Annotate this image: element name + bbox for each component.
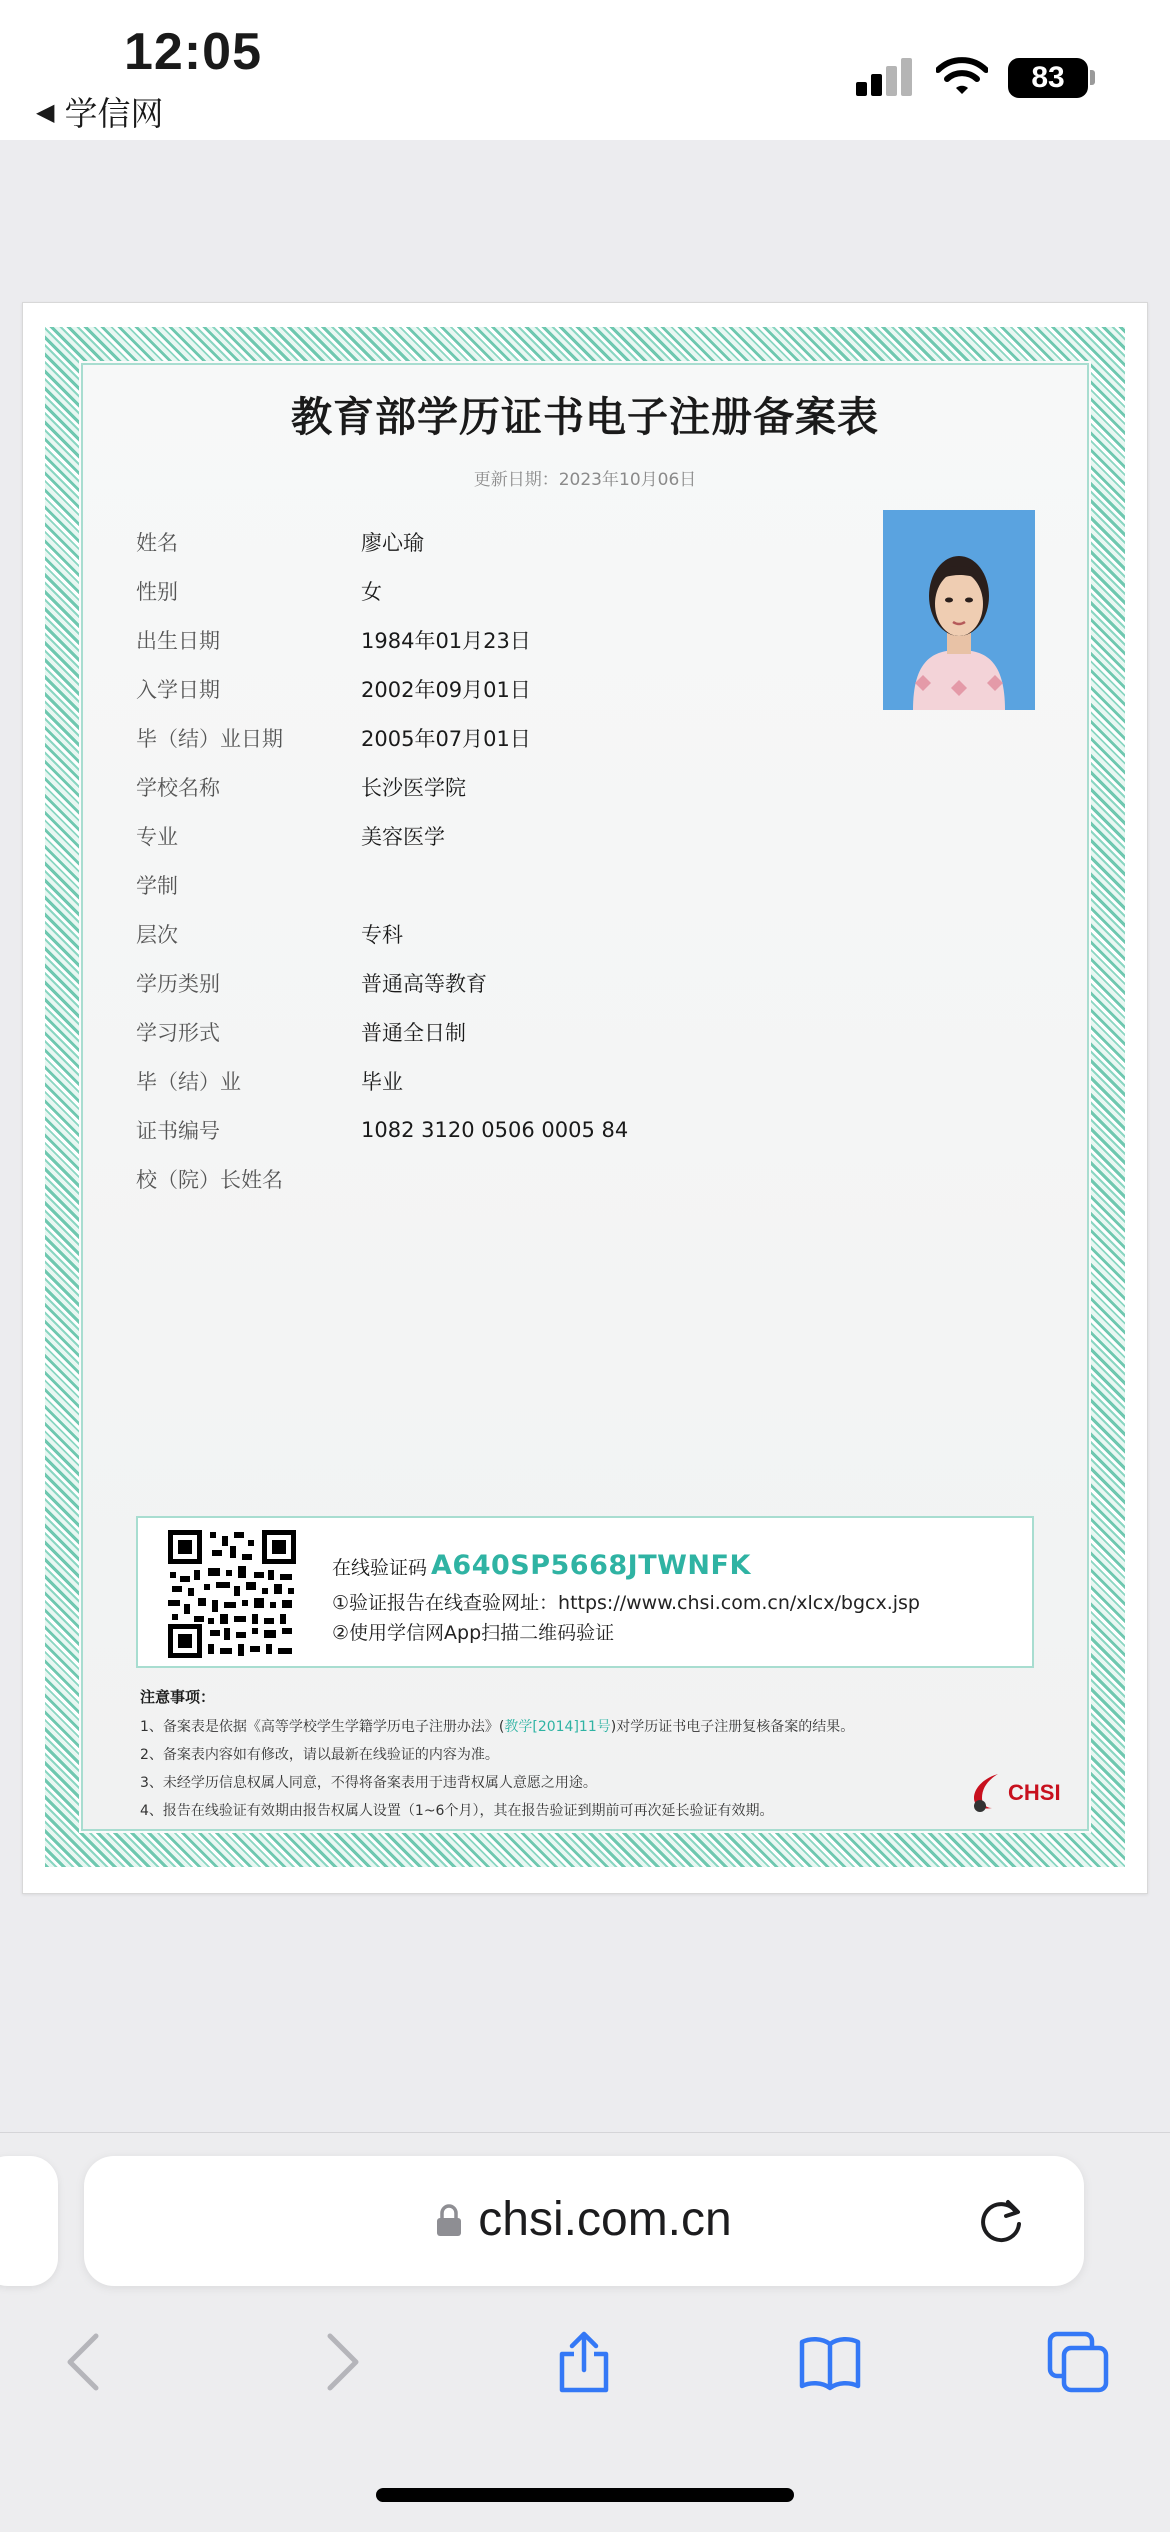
notes-title: 注意事项： [140,1688,216,1706]
address-bar[interactable] [84,2156,1084,2286]
share-icon[interactable] [552,2330,616,2394]
back-triangle-icon: ◀ [36,97,55,126]
field-row-graduation-status [136,1064,403,1098]
chsi-logo [968,1772,1061,1814]
status-time: 12:05 [124,23,262,81]
cellular-signal-icon [856,58,914,96]
field-row-school [136,770,466,804]
field-value: 女 [361,580,382,604]
field-value: 1984年01月23日 [361,629,531,653]
field-row-graduation-date [136,721,531,755]
field-label: 校（院）长姓名 [136,1168,283,1192]
url-text: chsi.com.cn [478,2193,732,2246]
field-label: 出生日期 [136,629,220,653]
field-row-education-type [136,966,487,1000]
field-row-study-form [136,1015,466,1049]
field-row-duration [136,868,361,902]
portrait-image [883,510,1035,710]
chsi-bird-icon [968,1772,1004,1814]
back-to-app-button[interactable] [36,88,163,135]
back-arrow-icon[interactable] [56,2330,120,2394]
field-value: 2005年07月01日 [361,727,531,751]
field-value: 普通高等教育 [361,972,487,996]
field-row-level [136,917,403,951]
note-1-post: )对学历证书电子注册复核备案的结果。 [610,1719,855,1735]
field-label: 学制 [136,874,178,898]
field-label: 学历类别 [136,972,220,996]
regulation-link[interactable]: 教学[2014]11号 [504,1719,611,1735]
field-label: 层次 [136,923,178,947]
field-label: 学校名称 [136,776,220,800]
verification-code-line [332,1550,751,1581]
field-value: 普通全日制 [361,1021,466,1045]
bookmarks-icon[interactable] [798,2330,862,2394]
field-label: 性别 [136,580,178,604]
field-label: 毕（结）业日期 [136,727,283,751]
home-indicator[interactable] [376,2488,794,2502]
field-value: 廖心瑜 [361,531,424,555]
id-photo [883,510,1035,710]
wifi-icon [936,56,988,96]
note-2: 2、备案表内容如有修改，请以最新在线验证的内容为准。 [140,1747,499,1763]
field-row-certificate-number [136,1113,628,1147]
field-value: 毕业 [361,1070,403,1094]
field-row-gender [136,574,382,608]
field-value: 1082 3120 0506 0005 84 [361,1118,629,1142]
field-label: 毕（结）业 [136,1070,241,1094]
update-date: 更新日期：2023年10月06日 [473,470,697,490]
note-1-pre: 1、备案表是依据《高等学校学生学籍学历电子注册办法》( [140,1719,505,1735]
note-4: 4、报告在线验证有效期由报告权属人设置（1~6个月），其在报告验证到期前可再次延长验证有效期。 [140,1803,774,1819]
note-1 [140,1716,854,1736]
field-value: 长沙医学院 [361,776,466,800]
qr-code-icon[interactable] [168,1530,296,1658]
verification-app-line: ②使用学信网App扫描二维码验证 [332,1622,615,1644]
forward-arrow-icon[interactable] [306,2330,370,2394]
reload-icon[interactable] [974,2194,1028,2248]
tabs-icon[interactable] [1046,2330,1110,2394]
battery-icon: 83 [1008,58,1088,98]
url-wrap [84,2192,1084,2247]
status-bar [0,0,1170,140]
document-title: 教育部学历证书电子注册备案表 [291,393,879,441]
chsi-logo-text: CHSI [1008,1780,1061,1805]
field-label: 学习形式 [136,1021,220,1045]
field-label: 专业 [136,825,178,849]
verification-code-label: 在线验证码 [332,1557,428,1579]
field-value: 美容医学 [361,825,445,849]
verification-box [136,1516,1034,1668]
field-row-enroll-date [136,672,531,706]
field-row-president-name [136,1162,361,1196]
field-label: 证书编号 [136,1119,220,1143]
field-row-birthdate [136,623,531,657]
field-row-major [136,819,445,853]
verification-url-line[interactable]: ①验证报告在线查验网址：https://www.chsi.com.cn/xlcx/bgcx.jsp [332,1592,920,1614]
field-value: 专科 [361,923,403,947]
note-3: 3、未经学历信息权属人同意，不得将备案表用于违背权属人意愿之用途。 [140,1775,597,1791]
field-label: 姓名 [136,531,178,555]
battery-nub [1090,70,1095,85]
field-row-name [136,525,424,559]
field-value: 2002年09月01日 [361,678,531,702]
back-app-label: 学信网 [64,94,164,133]
field-label: 入学日期 [136,678,220,702]
previous-tab-peek[interactable] [0,2156,58,2286]
verification-code: A640SP5668JTWNFK [431,1550,751,1581]
lock-icon [436,2204,462,2236]
